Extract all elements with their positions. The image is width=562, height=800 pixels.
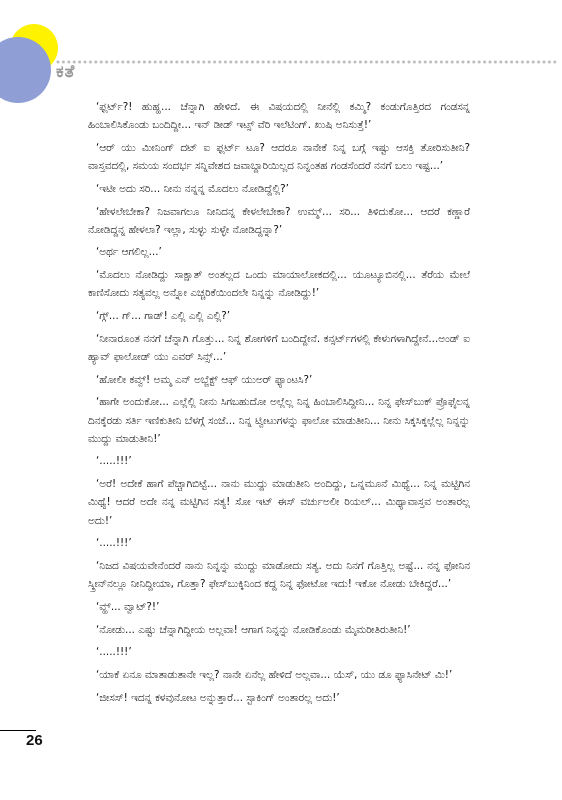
section-label: ಕತೆ [56, 62, 76, 82]
dot [537, 61, 540, 64]
paragraph: ‘ವ್ಹ್... ವ್ವಾಟ್?!’ [96, 600, 160, 613]
paragraph: ‘.....!!!’ [96, 455, 132, 468]
dot [435, 61, 438, 64]
dot [143, 61, 146, 64]
dot [521, 61, 524, 64]
paragraph: ‘ನೋಡು... ಎಷ್ಟು ಚೆನ್ನಾಗಿದ್ದೀಯ ಅಲ್ಲವಾ! ಆಗಾಗ ನಿನ್ನನ್ನು ನೋಡಿಕೊಂಡು ಮೈಮರೀತಿರುತೀನಿ!’ [96, 623, 411, 636]
dot [418, 61, 421, 64]
dot [402, 61, 405, 64]
dot [532, 61, 535, 64]
dot [359, 61, 362, 64]
dot [424, 61, 427, 64]
dot [219, 61, 222, 64]
dot [111, 61, 114, 64]
dot [246, 61, 249, 64]
dot [483, 61, 486, 64]
dot [251, 61, 254, 64]
paragraph: ‘ಗ್ಗ್... ಗ್... ಗಾಡ್! ಎಲ್ಲಿ ಎಲ್ಲಿ ಎಲ್ಲಿ?’ [96, 310, 231, 323]
dot [213, 61, 216, 64]
paragraph: ‘ಮೊದಲು ನೋಡಿದ್ದು ಸಾಕ್ಷಾತ್ ಅಂತಲ್ಲದ ಒಂದು ಮಾಯಾಲೋಕದಲ್ಲಿ... ಯೂಟ್ಯೂಬಿನಲ್ಲಿ... ತೆರೆಯ ಮೇಲೆ ಕಾಣಿಸೋದು ಸತ್ಯವಲ್ಲ ಅನ್ನೋ ಎಚ್ಚರಿಕೆಯಿಂದಲೇ ನಿನ್ನನ್ನು ನೋಡಿದ್ದು!’ [88, 269, 470, 300]
paragraph: ‘ಹಾಗೇ ಅಂದುಕೋ... ಎಲ್ಲೆಲ್ಲಿ ನೀನು ಸಿಗಬಹುದೋ ಅಲ್ಲೆಲ್ಲ ನಿನ್ನ ಹಿಂಬಾಲಿಸಿದ್ದೀನಿ... ನಿನ್ನ ಫೇಸ್‌ಬುಕ್ ಪ್ರೊಫೈಲನ್ನ ದಿನಕ್ಕೆರಡು ಸರ್ತಿ ಇಣಿಕುತೀನಿ ಬೆಳಗ್ಗೆ ಸಂಜೆ... ನಿನ್ನ ಟ್ವೀಟುಗಳನ್ನು ಫಾಲೋ ಮಾಡುತೀನಿ... ನೀನು ಸಿಕ್ಕಸಿಕ್ಕಲ್ಲೆಲ್ಲ ನಿನ್ನನ್ನು ಮುದ್ದು ಮಾಡುತೀನಿ!’ [88, 396, 470, 445]
dot [127, 61, 130, 64]
dot [316, 61, 319, 64]
paragraph: ‘ನೀನಾರೂಂತ ನನಗೆ ಚೆನ್ನಾಗಿ ಗೊತ್ತು... ನಿನ್ನ ಶೋಗಳಿಗೆ ಬಂದಿದ್ದೇನೆ. ಕನ್ಸರ್ಟ್‌ಗಳಲ್ಲಿ ಕೇಳುಗಳಾಗಿದ್ದೇನೆ...ಅಂಡ್ ಐ ಹ್ಯಾವ್ ಫಾಲೋಡ್ ಯು ಎವರ್ ಸಿನ್ಸ್...’ [88, 332, 470, 363]
dot [186, 61, 189, 64]
dot [510, 61, 513, 64]
dot [462, 61, 465, 64]
paragraph: ‘ಜೀಸಸ್! ಇದನ್ನ ಕಳವುನೋಟ ಅನ್ನುತ್ತಾರೆ... ಸ್ಟಾಕಿಂಗ್ ಅಂತಾರಲ್ಲ ಅದು!’ [96, 691, 340, 704]
dot [278, 61, 281, 64]
dot [138, 61, 141, 64]
dot [348, 61, 351, 64]
dot [267, 61, 270, 64]
dot [154, 61, 157, 64]
dot [451, 61, 454, 64]
dot [121, 61, 124, 64]
dot [235, 61, 238, 64]
paragraph: ‘ಯಾಕೆ ಏನೂ ಮಾತಾಡುತಾನೇ ಇಲ್ಲ? ನಾನೇ ಏನೆಲ್ಲ ಹೇಳಿದೆ ಅಲ್ಲವಾ... ಯೆಸ್, ಯು ಡೂ ಫ್ಯಾಸಿನೇಟ್ ಮಿ!’ [96, 668, 453, 681]
paragraph: ‘.....!!!’ [96, 646, 132, 659]
dot [310, 61, 313, 64]
dot [105, 61, 108, 64]
dot [489, 61, 492, 64]
page-number: 26 [26, 732, 43, 749]
dot [208, 61, 211, 64]
dot [467, 61, 470, 64]
dot [159, 61, 162, 64]
dot [445, 61, 448, 64]
dot [381, 61, 384, 64]
dot [192, 61, 195, 64]
dot [294, 61, 297, 64]
dot [429, 61, 432, 64]
paragraph: ‘ಹೋಲೀ ಕವ್ವ್! ಅಮ್ಮ ಎನ್ ಅಬ್ಜೆಕ್ಟ್ ಆಫ್ ಯುಅರ್ ಫ್ಯಾಂಟಸಿ?’ [96, 373, 313, 386]
dot [100, 61, 103, 64]
dot [505, 61, 508, 64]
paragraph: ‘ಆರ್ ಯು ಮೀನಿಂಗ್ ದಟ್ ಐ ಫ್ಲರ್ಟ್ ಟೂ? ಆದರೂ ನಾನೇಕೆ ನಿನ್ನ ಬಗ್ಗೆ ಇಷ್ಟು ಆಸಕ್ತಿ ತೋರಿಸುತೀನಿ? ವಾಸ್ತವದಲ್ಲಿ, ಸಮಯ ಸಂದರ್ಭ ಸನ್ನಿವೇಶದ ಜವಾಬ್ದಾರಿಯಿಲ್ಲದ ನಿನ್ನಂತಹ ಗಂಡಸೆಂದರೆ ನನಗೆ ಬಲು ಇಷ್ಟ...’ [88, 141, 470, 173]
paragraph: ‘ಅರ್ಥ ಆಗಲಿಲ್ಲ...’ [96, 246, 162, 259]
paragraph: ‘ಹೇಳಲೇಬೇಕಾ? ನಿಜವಾಗಲೂ ನೀನಿದನ್ನ ಕೇಳಲೇಬೇಕಾ? ಉಮ್ಮ್... ಸರಿ... ತಿಳಿದುಕೋ... ಆದರೆ ಕಣ್ಣಾರೆ ನೋಡಿದ್ದನ್ನ ಹೇಳಲಾ? ಇಲ್ಲಾ, ಸುಳ್ಳು ಸುಳ್ಳೇ ನೋಡಿದ್ದನ್ನಾ?’ [88, 205, 470, 236]
dot [391, 61, 394, 64]
dot [89, 61, 92, 64]
dot [94, 61, 97, 64]
dot [472, 61, 475, 64]
dot [548, 61, 551, 64]
dot [289, 61, 292, 64]
paragraph: ‘ಇಟೀ ಅದು ಸರಿ... ನೀನು ನನ್ನನ್ನ ಮೊದಲು ನೋಡಿದ್ದೆಲ್ಲಿ?’ [96, 182, 289, 195]
dot [343, 61, 346, 64]
dotted-rule [57, 61, 557, 64]
dot [78, 61, 81, 64]
story-text [88, 98, 470, 711]
dot [408, 61, 411, 64]
dot [224, 61, 227, 64]
dot [300, 61, 303, 64]
dot [256, 61, 259, 64]
dot [116, 61, 119, 64]
dot [397, 61, 400, 64]
dot [543, 61, 546, 64]
dot [375, 61, 378, 64]
dot [305, 61, 308, 64]
dot [364, 61, 367, 64]
dot [478, 61, 481, 64]
dot [84, 61, 87, 64]
dot [526, 61, 529, 64]
footer-rule [0, 730, 36, 731]
dot [197, 61, 200, 64]
dot [494, 61, 497, 64]
dot [148, 61, 151, 64]
paragraph: ‘ಅರೆ! ಅದೇಕೆ ಹಾಗೆ ಪೆಚ್ಚಾಗಿಬಿಟ್ಟೆ... ನಾನು ಮುದ್ದು ಮಾಡುತೀನಿ ಅಂದಿದ್ದು, ಒನ್ನಮೂನೆ ಮಿಥ್ಯೆ... ನಿನ್ನ ಮಟ್ಟಿಗಿನ ಮಿಥ್ಯೆ! ಆದರೆ ಅದೇ ನನ್ನ ಮಟ್ಟಿಗಿನ ಸತ್ಯ! ಸೋ ಇಟ್ ಈಸ್ ವರ್ಚುಅಲೀ ರಿಯಲ್... ಮಿಥ್ಯಾವಾಸ್ತವ ಅಂತಾರಲ್ಲ ಅದು!’ [88, 478, 470, 527]
dot [370, 61, 373, 64]
dot [499, 61, 502, 64]
dot [337, 61, 340, 64]
dot [283, 61, 286, 64]
dot [354, 61, 357, 64]
dot [175, 61, 178, 64]
dot [553, 61, 556, 64]
dot [262, 61, 265, 64]
header-decoration [0, 0, 562, 110]
dot [181, 61, 184, 64]
dot [202, 61, 205, 64]
dot [132, 61, 135, 64]
dot [170, 61, 173, 64]
paragraph: ‘ಫ್ಲರ್ಟ್?! ಹುಹ್ಹ... ಚೆನ್ನಾಗಿ ಹೇಳಿದೆ. ಈ ವಿಷಯದಲ್ಲಿ ನೀನೆಲ್ಲಿ ಕಮ್ಮಿ? ಕಂಡುಗೊತ್ತಿರದ ಗಂಡಸನ್ನ ಹಿಂಬಾಲಿಸಿಕೊಂಡು ಬಂದಿದ್ದೀ... ಇನ್ ಡೀಡ್ ಇಟ್ಸ್ ವೆರಿ ಇಲೆಟಿಂಗ್. ಖುಷಿ ಅನಿಸುತ್ತೆ!’ [88, 101, 470, 132]
dot [165, 61, 168, 64]
dot [456, 61, 459, 64]
paragraph: ‘ನಿಜದ ವಿಷಯವೇನೆಂದರೆ ನಾನು ನಿನ್ನನ್ನು ಮುದ್ದು ಮಾಡೋದು ಸತ್ಯ. ಅದು ನಿನಗೆ ಗೊತ್ತಿಲ್ಲ ಅಷ್ಟೆ... ನನ್ನ ಫೋನಿನ ಸ್ಕ್ರೀನ್‌ನಲ್ಲೂ ನೀನಿದ್ದೀಯಾ, ಗೊತ್ತಾ? ಫೇಸ್‌ಬುಕ್ಕಿನಿಂದ ಕದ್ದ ನಿನ್ನ ಫೋಟೋ ಇದು! ಇಕೋ ನೋಡು ಬೇಕಿದ್ದರೆ...’ [88, 559, 470, 591]
dot [327, 61, 330, 64]
dot [273, 61, 276, 64]
dot [516, 61, 519, 64]
dot [240, 61, 243, 64]
dot [413, 61, 416, 64]
dot [321, 61, 324, 64]
dot [386, 61, 389, 64]
dot [440, 61, 443, 64]
dot [229, 61, 232, 64]
paragraph: ‘.....!!!’ [96, 537, 132, 550]
dot [332, 61, 335, 64]
